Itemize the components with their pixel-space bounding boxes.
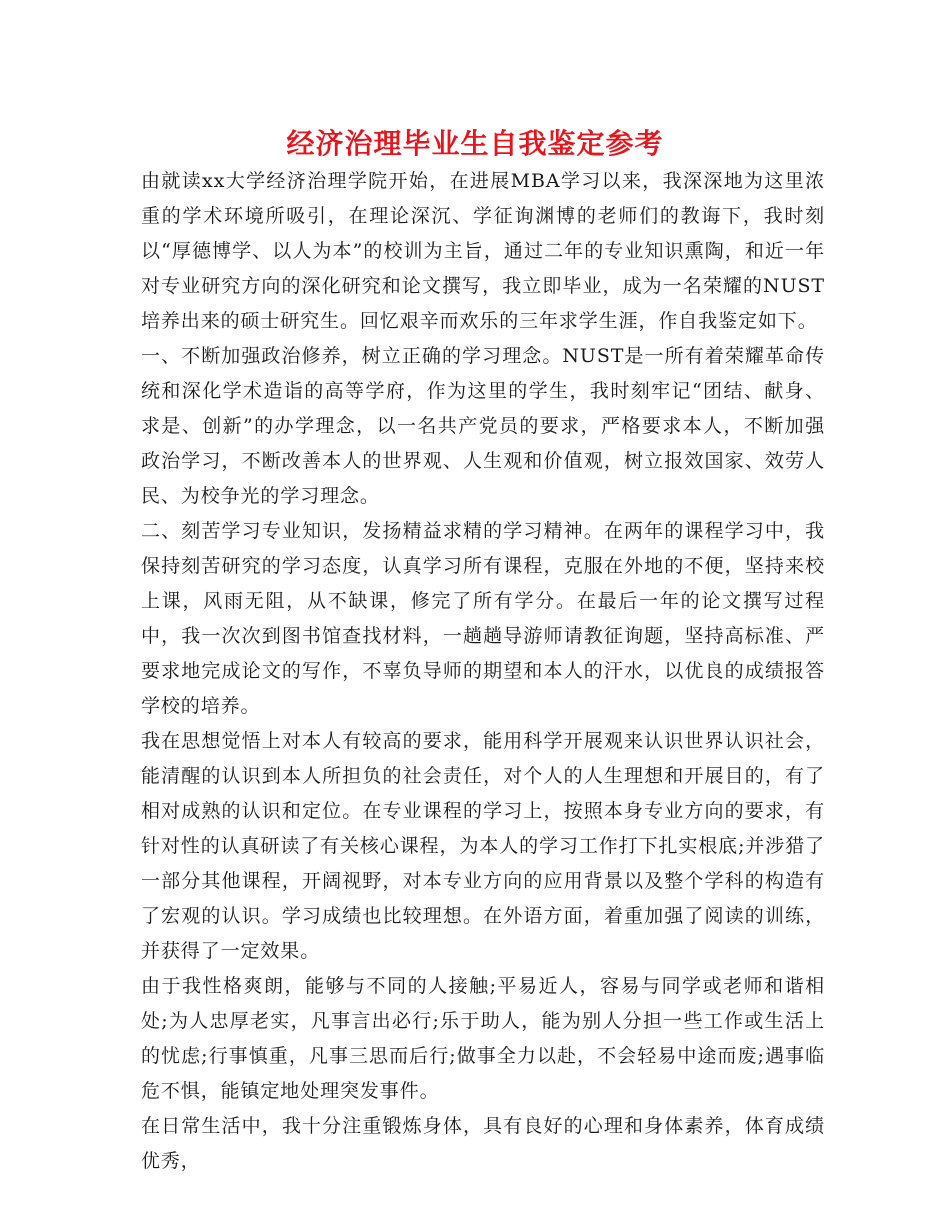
paragraph: 由就读xx大学经济治理学院开始，在进展MBA学习以来，我深深地为这里浓重的学术环境所吸引，在理论深沉、学征询渊博的老师们的教诲下，我时刻以“厚德博学、以人为本”的校训为主旨，通过二年的专业知识熏陶，和近一年对专业研究方向的深化研究和论文撰写，我立即毕业，成为一名荣耀的NUST培养出来的硕士研究生。回忆艰辛而欢乐的三年求学生涯，作自我鉴定如下。 — [141, 170, 825, 332]
paragraph: 由于我性格爽朗，能够与不同的人接触;平易近人，容易与同学或老师和谐相处;为人忠厚老实，凡事言出必行;乐于助人，能为别人分担一些工作或生活上的忧虑;行事慎重，凡事三思而后行;做事全力以赴，不会轻易中途而废;遇事临危不惧，能镇定地处理突发事件。 — [141, 975, 825, 1102]
document-title: 经济治理毕业生自我鉴定参考 — [286, 127, 664, 160]
paragraph: 我在思想觉悟上对本人有较高的要求，能用科学开展观来认识世界认识社会，能清醒的认识到本人所担负的社会责任，对个人的人生理想和开展目的，有了相对成熟的认识和定位。在专业课程的学习上，按照本身专业方向的要求，有针对性的认真研读了有关核心课程，为本人的学习工作打下扎实根底;并涉猎了一部分其他课程，开阔视野，对本专业方向的应用背景以及整个学科的构造有了宏观的认识。学习成绩也比较理想。在外语方面，着重加强了阅读的训练，并获得了一定效果。 — [141, 730, 825, 962]
paragraph: 二、刻苦学习专业知识，发扬精益求精的学习精神。在两年的课程学习中，我保持刻苦研究的学习态度，认真学习所有课程，克服在外地的不便，坚持来校上课，风雨无阻，从不缺课，修完了所有学分。在最后一年的论文撰写过程中，我一次次到图书馆查找材料，一趟趟导游师请教征询题，坚持高标准、严要求地完成论文的写作，不辜负导师的期望和本人的汗水，以优良的成绩报答学校的培养。 — [141, 520, 825, 717]
paragraph: 在日常生活中，我十分注重锻炼身体，具有良好的心理和身体素养，体育成绩优秀， — [141, 1115, 825, 1172]
document-body — [141, 164, 825, 1179]
paragraph: 一、不断加强政治修养，树立正确的学习理念。NUST是一所有着荣耀革命传统和深化学术造诣的高等学府，作为这里的学生，我时刻牢记“团结、献身、求是、创新”的办学理念，以一名共产党员的要求，严格要求本人，不断加强政治学习，不断改善本人的世界观、人生观和价值观，树立报效国家、效劳人民、为校争光的学习理念。 — [141, 345, 825, 507]
